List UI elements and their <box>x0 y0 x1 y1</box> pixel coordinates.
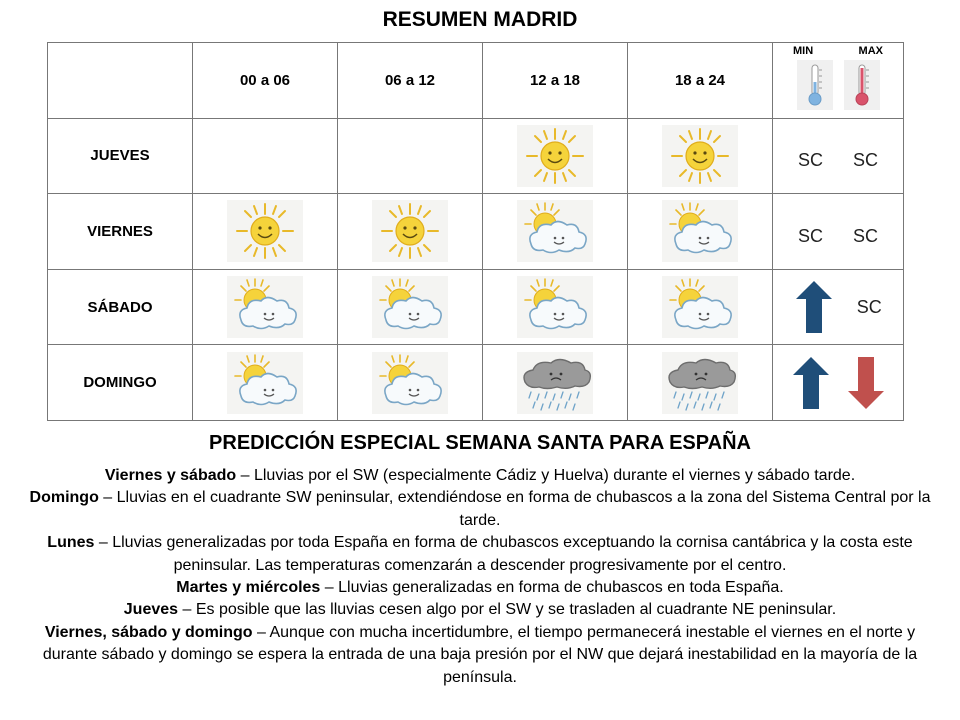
forecast-cell <box>483 345 628 421</box>
max-value: SC <box>852 150 878 171</box>
table-row <box>48 194 904 270</box>
minmax-cell <box>773 118 904 194</box>
forecast-cell <box>338 118 483 194</box>
sun-cloud-icon <box>372 276 448 338</box>
sun-icon <box>517 125 593 187</box>
prediction-body: – Lluvias en el cuadrante SW peninsular, extendiéndose en forma de chubascos a la zona del Sistema Central por la tarde. <box>98 489 931 529</box>
page-title: RESUMEN MADRID <box>382 8 578 31</box>
column-header: 12 a 18 <box>483 43 628 119</box>
prediction-paragraph <box>18 487 942 532</box>
min-value: SC <box>797 225 823 246</box>
forecast-cell <box>628 345 773 421</box>
forecast-cell <box>483 194 628 270</box>
table-row <box>48 345 904 421</box>
prediction-label: Viernes, sábado y domingo <box>44 623 253 641</box>
forecast-cell <box>193 194 338 270</box>
column-header: 06 a 12 <box>338 43 483 119</box>
sun-cloud-icon <box>662 200 738 262</box>
forecast-cell <box>193 345 338 421</box>
day-label: VIERNES <box>48 194 193 270</box>
prediction-label: Martes y miércoles <box>176 579 321 597</box>
sun-icon <box>372 200 448 262</box>
max-value: SC <box>856 296 882 317</box>
prediction-paragraph <box>18 599 942 621</box>
forecast-cell <box>483 118 628 194</box>
arrow-up-icon <box>794 279 834 335</box>
min-value: SC <box>797 150 823 171</box>
day-label: SÁBADO <box>48 269 193 345</box>
column-header: 00 a 06 <box>193 43 338 119</box>
thermometer-cold-icon <box>797 60 833 110</box>
table-row <box>48 118 904 194</box>
day-label: JUEVES <box>48 118 193 194</box>
forecast-cell <box>338 345 483 421</box>
column-header: 18 a 24 <box>628 43 773 119</box>
minmax-cell <box>773 345 904 421</box>
forecast-cell <box>338 194 483 270</box>
sun-icon <box>662 125 738 187</box>
forecast-cell <box>193 269 338 345</box>
prediction-text <box>18 465 942 689</box>
forecast-cell <box>483 269 628 345</box>
prediction-paragraph <box>18 622 942 689</box>
max-value: SC <box>852 225 878 246</box>
sun-cloud-icon <box>662 276 738 338</box>
min-label: MIN <box>793 45 814 57</box>
minmax-cell <box>773 269 904 345</box>
prediction-paragraph <box>18 532 942 577</box>
sun-cloud-icon <box>227 352 303 414</box>
forecast-cell <box>338 269 483 345</box>
prediction-label: Jueves <box>123 601 179 619</box>
forecast-cell <box>628 118 773 194</box>
max-label: MAX <box>858 45 883 57</box>
prediction-label: Viernes y sábado <box>104 467 237 484</box>
forecast-table <box>47 42 904 421</box>
prediction-label: Lunes <box>47 534 95 552</box>
rain-cloud-icon <box>517 352 593 414</box>
sun-cloud-icon <box>227 276 303 338</box>
header-row <box>48 43 904 119</box>
prediction-body: – Aunque con mucha incertidumbre, el tiempo permanecerá inestable el viernes en el norte y durante sábado y domingo se espera la entrada de una baja presión por el NW que dejará inestabilidad en la mayoría de la península. <box>42 623 918 686</box>
corner-cell <box>48 43 193 119</box>
prediction-label: Domingo <box>29 489 99 507</box>
sun-cloud-icon <box>372 352 448 414</box>
minmax-cell <box>773 194 904 270</box>
thermometer-hot-icon <box>844 60 880 110</box>
table-row <box>48 269 904 345</box>
sun-icon <box>227 200 303 262</box>
prediction-paragraph <box>18 577 942 599</box>
arrow-down-icon <box>846 355 886 411</box>
prediction-body: – Lluvias generalizadas en forma de chubascos en toda España. <box>320 579 784 597</box>
arrow-up-icon <box>791 355 831 411</box>
forecast-cell <box>193 118 338 194</box>
prediction-body: – Lluvias generalizadas por toda España en forma de chubascos exceptuando la cornisa cantábrica y la costa este peninsular. Las temperaturas comenzarán a descender progresivamente por el centro. <box>94 534 913 574</box>
prediction-body: – Es posible que las lluvias cesen algo por el SW y se trasladen al cuadrante NE peninsular. <box>178 601 837 619</box>
rain-cloud-icon <box>662 352 738 414</box>
prediction-title: PREDICCIÓN ESPECIAL SEMANA SANTA PARA ESPAÑA <box>209 432 751 454</box>
sun-cloud-icon <box>517 200 593 262</box>
day-label: DOMINGO <box>48 345 193 421</box>
prediction-paragraph <box>18 465 942 487</box>
prediction-body: – Lluvias por el SW (especialmente Cádiz y Huelva) durante el viernes y sábado tarde. <box>236 467 856 484</box>
forecast-cell <box>628 194 773 270</box>
sun-cloud-icon <box>517 276 593 338</box>
minmax-header <box>773 43 904 119</box>
forecast-cell <box>628 269 773 345</box>
